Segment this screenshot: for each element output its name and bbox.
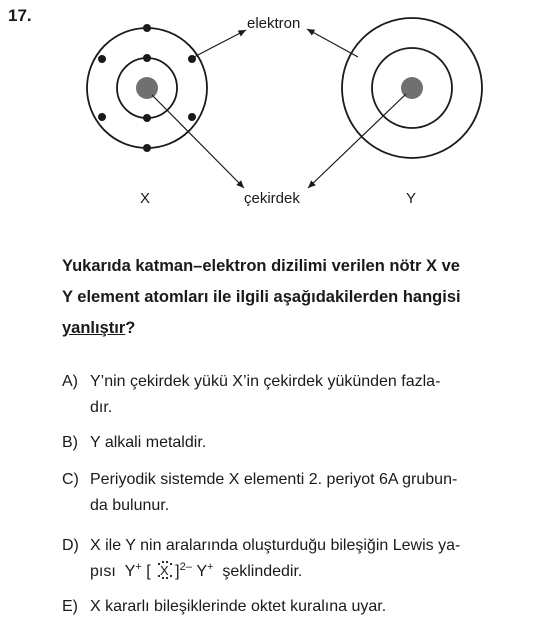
atom-x-electron — [143, 24, 151, 32]
atom-x-electron — [143, 54, 151, 62]
lewis-cation-2: Y — [196, 563, 207, 580]
atom-y — [342, 18, 482, 158]
stem-underlined-word: yanlıştır — [62, 319, 126, 337]
option-e-text: X kararlı bileşiklerinde oktet kuralına uyar. — [90, 598, 387, 615]
option-b[interactable] — [62, 430, 206, 456]
label-atom-x: X — [140, 190, 151, 207]
atom-x-electron — [188, 113, 196, 121]
stem-question-mark: ? — [125, 319, 136, 337]
lewis-cation-1: Y — [124, 563, 136, 580]
atom-diagram — [0, 0, 546, 215]
option-c-letter: C) — [62, 471, 79, 488]
option-d-text-2-post: şeklindedir. — [222, 563, 303, 580]
option-e-letter: E) — [62, 598, 78, 615]
option-d-text-2 — [62, 559, 460, 586]
option-d-text-2-pre: pısı — [90, 563, 116, 580]
atom-x-electron — [143, 144, 151, 152]
option-c-text-2: da bulunur. — [90, 497, 170, 514]
lewis-anion-symbol: X — [160, 563, 169, 578]
lewis-cation-2-charge: + — [206, 561, 214, 573]
question-stem — [62, 251, 532, 344]
arrow-electron-x — [194, 30, 246, 57]
label-elektron: elektron — [247, 15, 301, 32]
atom-x-nucleus — [136, 77, 158, 99]
option-a-text-1: Y’nin çekirdek yükü X’in çekirdek yükünden fazla- — [90, 373, 441, 390]
option-c[interactable] — [62, 467, 457, 519]
stem-line-3 — [62, 313, 532, 344]
label-cekirdek: çekirdek — [244, 190, 300, 207]
option-a[interactable] — [62, 369, 440, 421]
option-b-letter: B) — [62, 434, 78, 451]
arrow-nucleus-x — [152, 95, 244, 188]
option-b-text: Y alkali metaldir. — [90, 434, 207, 451]
question-number: 17. — [8, 6, 32, 25]
atom-x-electron — [143, 114, 151, 122]
option-c-text-1: Periyodik sistemde X elementi 2. periyot 6A grubun- — [90, 471, 458, 488]
option-a-text-2: dır. — [90, 399, 113, 416]
stem-line-1: Yukarıda katman–elektron dizilimi verilen nötr X ve — [62, 257, 460, 275]
arrow-electron-y — [307, 29, 358, 57]
lewis-anion-dots — [155, 560, 175, 580]
lewis-left-bracket: [ — [146, 563, 151, 580]
option-a-letter: A) — [62, 373, 78, 390]
label-atom-y: Y — [406, 190, 417, 207]
lewis-right-bracket: ] — [175, 563, 180, 580]
arrow-nucleus-y — [308, 94, 406, 188]
stem-line-2: Y element atomları ile ilgili aşağıdakilerden hangisi — [62, 288, 461, 306]
lewis-cation-1-charge: + — [135, 561, 142, 573]
option-d-text-1: X ile Y nin aralarında oluşturduğu bileşiğin Lewis ya- — [90, 537, 461, 554]
option-e[interactable] — [62, 594, 386, 620]
option-d[interactable] — [62, 533, 460, 586]
option-d-letter: D) — [62, 537, 79, 554]
atom-x-electron — [98, 55, 106, 63]
atom-x-electron — [98, 113, 106, 121]
lewis-anion-charge: 2– — [179, 561, 192, 573]
